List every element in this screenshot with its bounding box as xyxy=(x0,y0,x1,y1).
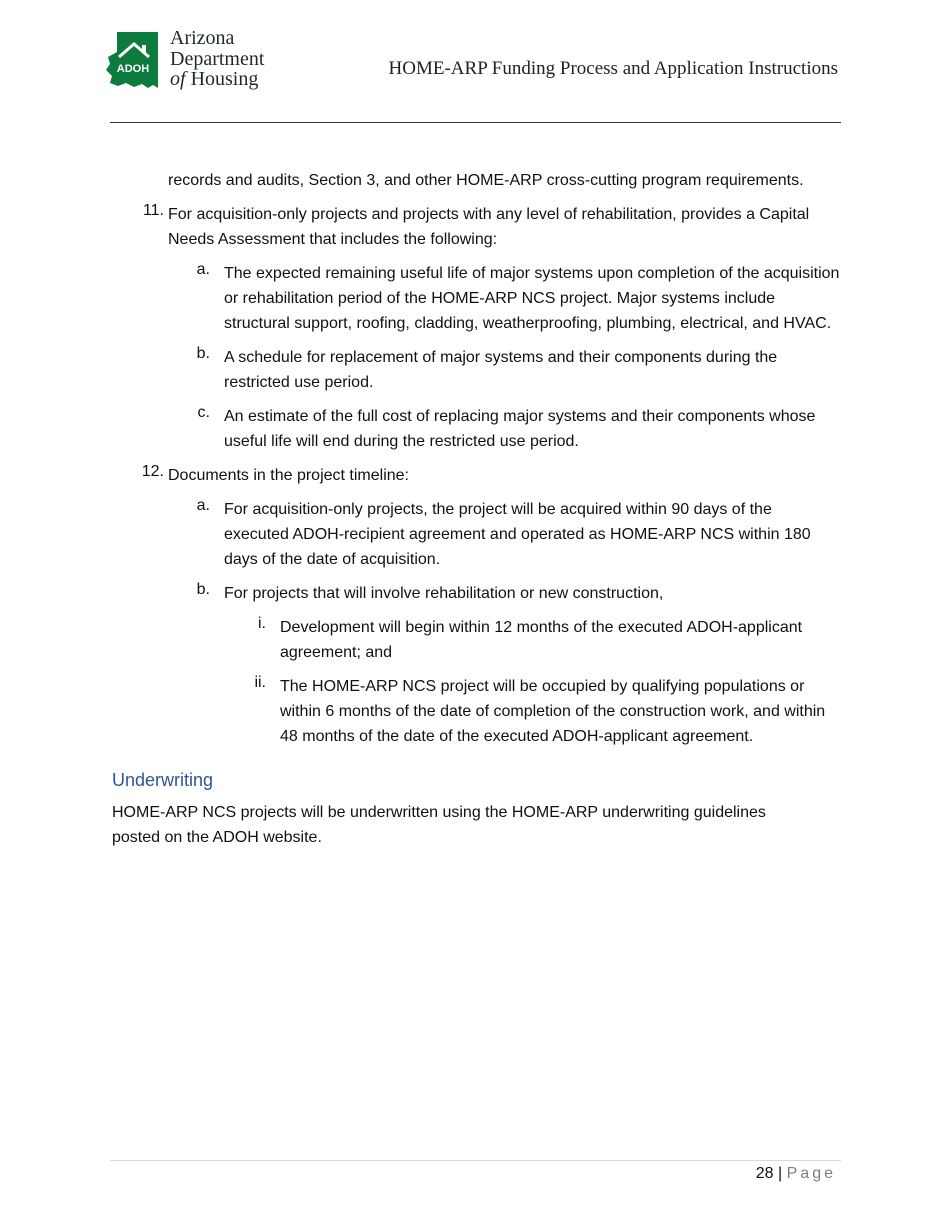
sub-item-label: c. xyxy=(197,404,210,421)
sub-item-label: b. xyxy=(196,345,210,362)
adoh-logo xyxy=(104,28,284,92)
sub-item-text: A schedule for replacement of major systems and their components during the restricted use period. xyxy=(224,349,778,391)
page-footer xyxy=(756,1162,836,1186)
underwriting-paragraph: HOME-ARP NCS projects will be underwritten using the HOME-ARP underwriting guidelines posted on the ADOH website. xyxy=(112,804,766,846)
list-item-text: Documents in the project timeline: xyxy=(168,467,409,484)
sub-item-text: An estimate of the full cost of replacing major systems and their components whose useful life will end during the restricted use period. xyxy=(224,408,816,450)
list-item-text: For acquisition-only projects and projects with any level of rehabilitation, provides a Capital Needs Assessment that includes the following: xyxy=(168,206,810,248)
sub-item-label: b. xyxy=(196,581,210,598)
arizona-house-logo-icon xyxy=(104,30,162,88)
section-heading-underwriting: Underwriting xyxy=(112,770,214,790)
sub-item-11a xyxy=(0,261,840,336)
footer-separator: | xyxy=(778,1165,783,1182)
list-number: 12. xyxy=(141,463,164,480)
page-number: 28 xyxy=(755,1165,774,1182)
logo-badge-text: ADOH xyxy=(116,63,150,75)
sub-item-text: For acquisition-only projects, the project will be acquired within 90 days of the executed ADOH-recipient agreement and operated as HOME-ARP NCS within 180 days of the date of acquisition. xyxy=(224,501,811,568)
sub-item-12b xyxy=(0,581,840,606)
page-header xyxy=(0,0,950,125)
footer-divider xyxy=(110,1160,841,1161)
logo-of: of xyxy=(170,68,186,90)
sub-item-11b xyxy=(0,345,840,395)
sub-sub-item-text: Development will begin within 12 months of the executed ADOH-applicant agreement; and xyxy=(280,619,803,661)
list-number: 11. xyxy=(142,202,164,219)
sub-item-11c xyxy=(0,404,840,454)
logo-housing: Housing xyxy=(190,68,259,90)
logo-line-department: Department xyxy=(170,47,265,70)
page-content xyxy=(0,168,950,850)
sub-item-text: For projects that will involve rehabilitation or new construction, xyxy=(224,585,664,602)
header-divider xyxy=(110,122,841,123)
logo-wordmark xyxy=(170,28,264,90)
sub-sub-item-label: ii. xyxy=(254,674,266,691)
page-word: Page xyxy=(786,1165,836,1182)
continued-list-text: records and audits, Section 3, and other HOME-ARP cross-cutting program requirements. xyxy=(168,172,804,189)
logo-line-arizona: Arizona xyxy=(170,27,235,49)
logo-line-housing xyxy=(170,69,264,90)
list-item-11 xyxy=(0,202,818,252)
list-item-12 xyxy=(0,463,818,488)
sub-item-text: The expected remaining useful life of major systems upon completion of the acquisition or rehabilitation period of the HOME-ARP NCS project. Major systems include structural support, roofing, cladding, weatherproofing, plumbing, electrical, and HVAC. xyxy=(224,265,840,332)
sub-item-12a xyxy=(0,497,840,572)
sub-item-label: a. xyxy=(196,497,210,514)
sub-item-label: a. xyxy=(196,261,210,278)
document-title: HOME-ARP Funding Process and Application Instructions xyxy=(388,58,838,79)
sub-sub-item-12b-ii xyxy=(0,674,836,749)
sub-sub-item-12b-i xyxy=(0,615,836,665)
sub-sub-item-label: i. xyxy=(258,615,266,632)
sub-sub-item-text: The HOME-ARP NCS project will be occupied by qualifying populations or within 6 months of the date of completion of the construction work, and within 48 months of the date of the executed ADOH-applicant agreement. xyxy=(280,678,826,745)
